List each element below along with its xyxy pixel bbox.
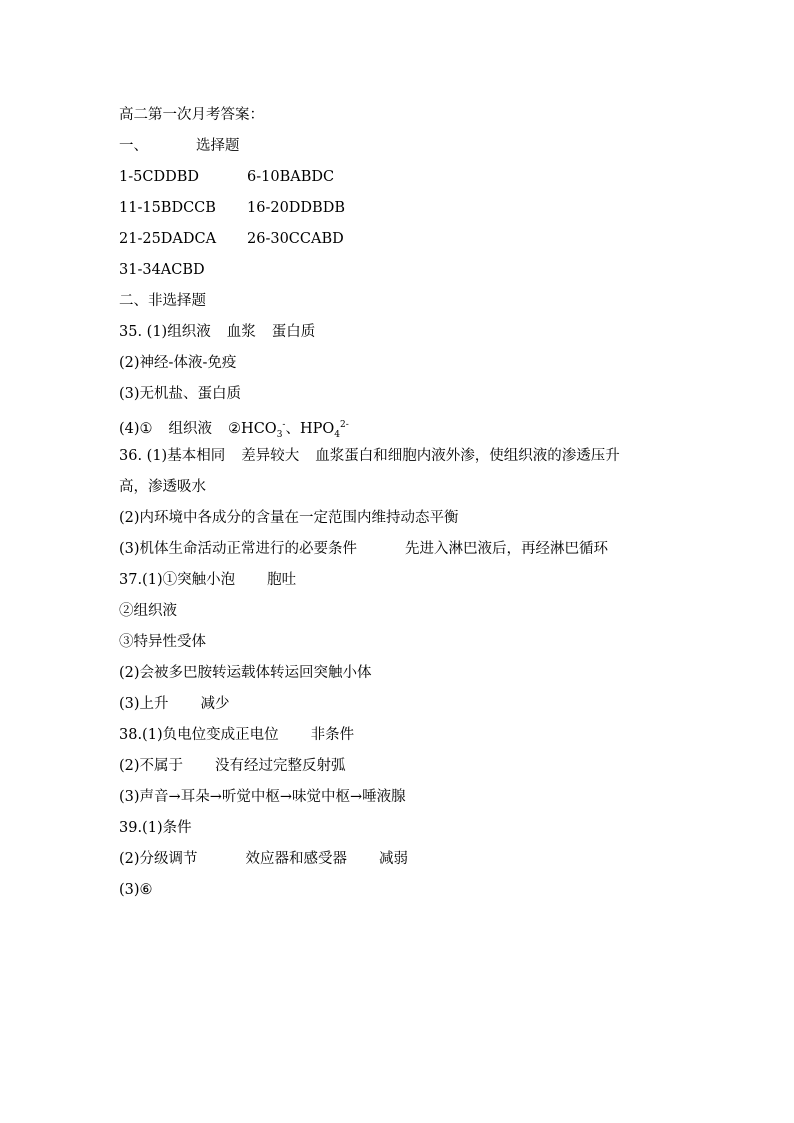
q38-line-1 [119,720,699,751]
q38-line-3: (3)声音→耳朵→听觉中枢→味觉中枢→唾液腺 [119,789,406,805]
answer-content [119,100,699,906]
q37-line-5 [119,689,699,720]
question-number: 35. [119,324,143,340]
answer-text: (1)组织液 [146,324,211,340]
q36-line-1-continued: 高，渗透吸水 [119,479,206,495]
q35-line-4 [119,410,699,441]
ion-text: 、HPO [285,420,335,437]
q35-line-3: (3)无机盐、蛋白质 [119,386,242,402]
q39-line-3: (3)⑥ [119,882,153,898]
q36-line-3 [119,534,699,565]
answer-text: 非条件 [310,727,355,743]
choice-answer: 31-34ACBD [119,262,205,278]
answer-text: (2)分级调节 [119,851,198,867]
choice-row [119,193,699,224]
answer-text: 没有经过完整反射弧 [215,758,346,774]
answer-text: 效应器和感受器 [245,851,348,867]
answer-text: 血浆蛋白和细胞内液外渗，使组织液的渗透压升 [315,448,620,464]
answer-text: 胞吐 [267,572,297,588]
section-number: 一、 [119,138,148,154]
question-number: 36. [119,448,143,464]
section-text: 选择题 [196,138,240,154]
choice-row [119,162,699,193]
q36-line-2: (2)内环境中各成分的含量在一定范围内维持动态平衡 [119,510,459,526]
answer-text: 37.(1)①突触小泡 [119,572,236,588]
q35-line-1 [119,317,699,348]
answer-text: (1)基本相同 [146,448,226,464]
answer-text: 组织液 [168,420,213,437]
q39-line-1: 39.(1)条件 [119,820,192,836]
ion-subscript: 3 [276,429,283,440]
choice-answer: 6-10BABDC [247,169,335,185]
answer-text: (3)机体生命活动正常进行的必要条件 [119,541,358,557]
answer-text: (2)不属于 [119,758,184,774]
choice-answer: 21-25DADCA [119,231,217,247]
answer-text: 减少 [200,696,230,712]
choice-answer: 11-15BDCCB [119,200,216,216]
q36-line-1 [119,441,699,472]
section-heading-choice [119,131,699,162]
bicarbonate-ion [228,420,286,440]
choice-answer: 16-20DDBDB [247,200,345,216]
answer-text: 血浆 [226,324,256,340]
answer-text: 减弱 [379,851,409,867]
q37-line-1 [119,565,699,596]
section-heading-nonchoice: 二、非选择题 [119,293,206,309]
choice-answer: 26-30CCABD [247,231,344,247]
q39-line-2 [119,844,699,875]
page-title: 高二第一次月考答案： [119,107,264,123]
ion-subscript: 4 [334,429,340,440]
phosphate-ion [285,420,349,440]
choice-answer: 1-5CDDBD [119,169,199,185]
q37-line-3: ③特异性受体 [119,634,206,650]
choice-row [119,255,699,286]
answer-text: 蛋白质 [271,324,316,340]
ion-charge: - [282,420,286,430]
q35-line-2: (2)神经-体液-免疫 [119,355,237,371]
q37-line-4: (2)会被多巴胺转运载体转运回突触小体 [119,665,372,681]
ion-text: ②HCO [228,420,277,437]
ion-charge: 2- [340,420,349,430]
answer-text: (3)上升 [119,696,169,712]
choice-row [119,224,699,255]
answer-text: 先进入淋巴液后，再经淋巴循环 [405,541,609,557]
answer-text: 38.(1)负电位变成正电位 [119,727,279,743]
answer-text: (4)① [119,420,153,437]
q37-line-2: ②组织液 [119,603,177,619]
q38-line-2 [119,751,699,782]
answer-text: 差异较大 [241,448,300,464]
